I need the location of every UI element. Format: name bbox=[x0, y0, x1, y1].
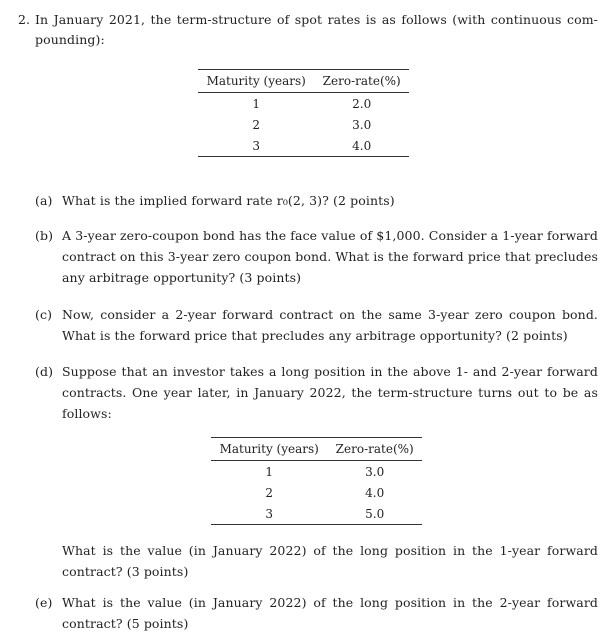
table-cell: 2.0 bbox=[352, 96, 372, 111]
part-e-label: (e) bbox=[35, 595, 53, 610]
table-cell: 3 bbox=[211, 503, 327, 525]
table-row bbox=[198, 114, 409, 135]
column-header-zero-rate: Zero-rate(%) bbox=[314, 70, 409, 93]
part-d-label: (d) bbox=[35, 364, 54, 379]
zero-rate-table-2022 bbox=[211, 437, 422, 525]
part-d-line3: follows: bbox=[62, 406, 112, 421]
part-a-label: (a) bbox=[35, 193, 53, 208]
zero-rate-table-2021 bbox=[198, 69, 409, 157]
table-cell: 4.0 bbox=[365, 485, 385, 500]
table-cell: 4.0 bbox=[314, 135, 409, 157]
table-cell: 3.0 bbox=[352, 117, 372, 132]
part-d-after-line1: What is the value (in January 2022) of the long position in the 1-year forward bbox=[62, 543, 598, 558]
part-e-line1: What is the value (in January 2022) of the long position in the 2-year forward bbox=[62, 595, 598, 610]
table-cell: 1 bbox=[265, 464, 274, 479]
table-header-row bbox=[211, 438, 422, 461]
part-a-question: What is the implied forward rate r₀(2, 3)? (2 points) bbox=[62, 193, 395, 208]
table-row bbox=[211, 503, 422, 525]
part-c-line2: What is the forward price that precludes any arbitrage opportunity? (2 points) bbox=[62, 328, 568, 343]
problem-intro-line1: In January 2021, the term-structure of spot rates is as follows (with continuous com- bbox=[35, 12, 598, 27]
table-row bbox=[198, 93, 409, 115]
part-b-line2: contract on this 3-year zero coupon bond. What is the forward price that precludes bbox=[62, 249, 598, 264]
part-d-after-line2: contract? (3 points) bbox=[62, 564, 189, 579]
part-d-line2: contracts. One year later, in January 2022, the term-structure turns out to be as bbox=[62, 385, 598, 400]
column-header-maturity: Maturity (years) bbox=[198, 70, 314, 93]
table-row bbox=[211, 461, 422, 483]
problem-intro-line2: pounding): bbox=[35, 32, 105, 47]
problem-number: 2. bbox=[18, 12, 31, 27]
table-row bbox=[211, 482, 422, 503]
part-c-label: (c) bbox=[35, 307, 53, 322]
part-d-line1: Suppose that an investor takes a long position in the above 1- and 2-year forward bbox=[62, 364, 598, 379]
part-b-label: (b) bbox=[35, 228, 54, 243]
column-header-zero-rate: Zero-rate(%) bbox=[327, 438, 422, 461]
part-c-line1: Now, consider a 2-year forward contract on the same 3-year zero coupon bond. bbox=[62, 307, 598, 322]
part-e-line2: contract? (5 points) bbox=[62, 616, 189, 631]
table-cell: 5.0 bbox=[327, 503, 422, 525]
table-row bbox=[198, 135, 409, 157]
table-cell: 3 bbox=[198, 135, 314, 157]
table-cell: 2 bbox=[265, 485, 274, 500]
column-header-maturity: Maturity (years) bbox=[211, 438, 327, 461]
part-b-line1: A 3-year zero-coupon bond has the face value of $1,000. Consider a 1-year forward bbox=[62, 228, 598, 243]
table-header-row bbox=[198, 70, 409, 93]
part-b-line3: any arbitrage opportunity? (3 points) bbox=[62, 270, 302, 285]
table-cell: 2 bbox=[252, 117, 261, 132]
table-cell: 3.0 bbox=[365, 464, 385, 479]
table-cell: 1 bbox=[252, 96, 261, 111]
